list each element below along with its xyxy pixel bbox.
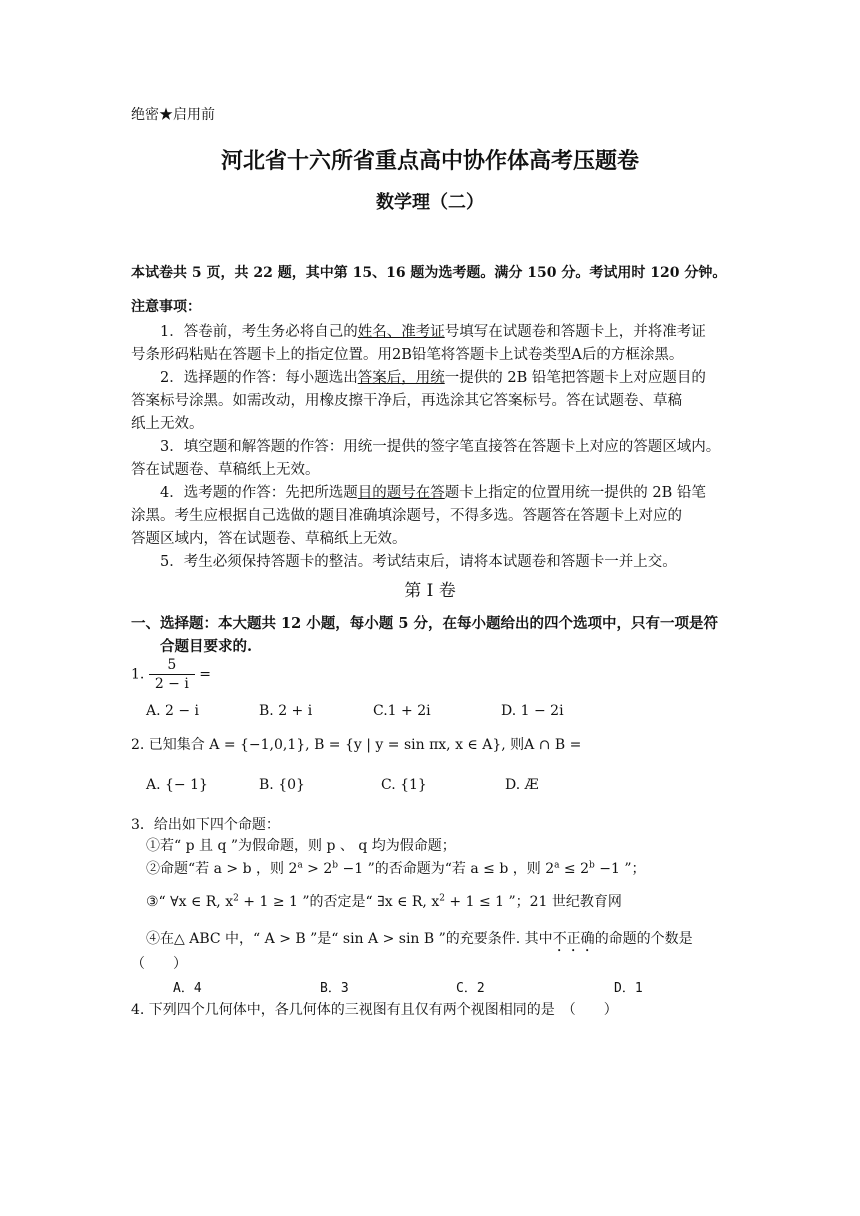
note-3: 3．填空题和解答题的作答：用统一提供的签字笔直接答在答题卡上对应的答题区域内。 [160,439,721,455]
q1-option-a: A. 2 − i [146,703,200,719]
q3-option-a: A．4 [173,981,202,996]
exam-title: 河北省十六所省重点高中协作体高考压题卷 [220,148,639,174]
q3-proposition-4: ④在△ ABC 中，“ A > B ”是“ sin A > sin B ”的充要条件. 其中不正确的命题的个数是 [146,931,693,947]
section-1-heading-cont: 合题目要求的. [160,638,253,655]
volume-title: 第 Ⅰ 卷 [404,581,456,601]
q1-option-c: C.1 + 2i [373,703,431,719]
note-2-cont2: 纸上无效。 [131,416,204,432]
note-2-cont: 答案标号涂黑。如需改动，用橡皮擦干净后，再选涂其它答案标号。答在试题卷、草稿 [131,393,682,409]
notes-heading: 注意事项： [131,299,201,315]
q3-proposition-3: ③“ ∀x ∈ R, $x^2 + 1 \ge 1$ ”的否定是“ ∃x ∈ R, $x^2 + 1 \le 1$ ”；21 世纪教育网 [146,893,622,910]
note-4-cont: 涂黑。考生应根据自己选做的题目准确填涂题号，不得多选。答题答在答题卡上对应的 [131,508,682,524]
q3-answer-paren: （ ） [131,956,187,972]
note-5: 5．考生必须保持答题卡的整洁。考试结束后，请将本试题卷和答题卡一并上交。 [160,554,677,570]
q2-option-c: C. {1} [381,777,427,793]
section-1-heading: 一、选择题：本大题共 12 小题，每小题 5 分，在每小题给出的四个选项中，只有一项是符 [131,615,718,632]
q1-option-b: B. 2 + i [259,703,313,719]
q1-numerator: 5 [149,656,195,675]
q2-option-d: D. Æ [505,777,539,793]
note-4: 4．选考题的作答：先把所选题目的题号在答题卡上指定的位置用统一提供的 2B 铅笔 [160,485,706,501]
q4-stem: 4. 下列四个几何体中，各几何体的三视图有且仅有两个视图相同的是 （ ） [131,1002,618,1018]
q3-stem: 3．给出如下四个命题： [131,817,280,833]
q1-denominator: 2 − i [154,676,189,692]
exam-intro: 本试卷共 5 页，共 22 题，其中第 15、16 题为选考题。满分 150 分。考试用时 120 分钟。 [131,265,727,281]
note-1-cont: 号条形码粘贴在答题卡上的指定位置。用2B铅笔将答题卡上试卷类型A后的方框涂黑。 [131,347,684,363]
q1-fraction [149,656,195,693]
secret-label: 绝密★启用前 [131,107,215,123]
q1-number: 1. [131,666,145,683]
note-2: 2．选择题的作答：每小题选出答案后，用统一提供的 2B 铅笔把答题卡上对应题目的 [160,370,706,386]
q3-option-d: D．1 [614,981,643,996]
q3-option-c: C．2 [456,981,485,996]
note-4-cont2: 答题区域内，答在试题卷、草稿纸上无效。 [131,531,407,547]
note-3-cont: 答在试题卷、草稿纸上无效。 [131,462,320,478]
q1-equals: = [199,666,212,683]
note-1: 1．答卷前，考生务必将自己的姓名、准考证号填写在试题卷和答题卡上，并将准考证 [160,324,706,340]
q3-option-b: B．3 [320,981,349,996]
q1-option-d: D. 1 − 2i [501,703,564,719]
q3-proposition-1: ①若“ p 且 q ”为假命题，则 p 、 q 均为假命题； [146,838,456,854]
q3-proposition-2: ②命题“若 a > b ，则 $2^a > 2^b -1$ ”的否命题为“若 a ≤ b ，则 $2^a \le 2^b -1$ ”； [146,860,646,877]
q2-stem: 2. 已知集合 A = {−1,0,1}, B = {y | y = sin πx, x ∈ A}, 则A ∩ B = [131,737,582,753]
exam-subtitle: 数学理（二） [376,192,484,213]
q2-option-b: B. {0} [259,777,305,793]
q1-stem [131,656,211,693]
q2-option-a: A. {− 1} [146,777,208,793]
